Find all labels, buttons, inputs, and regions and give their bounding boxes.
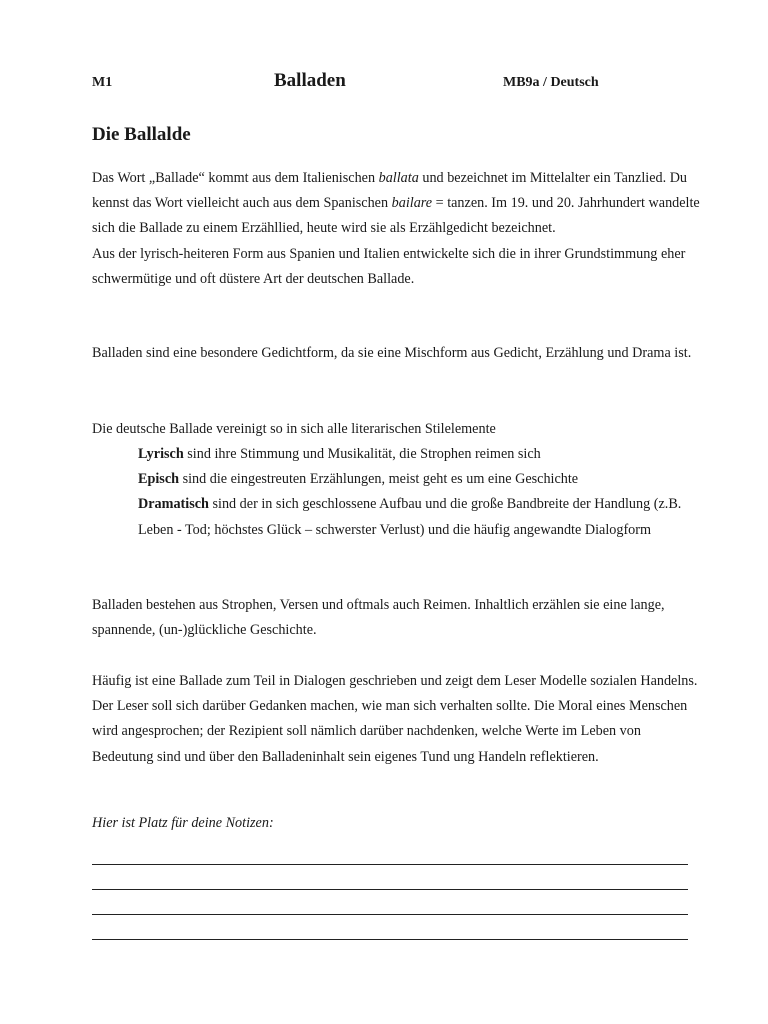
list-item-lyrisch xyxy=(138,442,698,467)
intro-text-1: Das Wort „Ballade“ kommt aus dem Italienischen xyxy=(92,170,379,186)
page-header xyxy=(92,70,692,94)
header-topic: Balladen xyxy=(274,70,346,91)
intro-text-2: und bezeichnet im Mittelalter ein Tanzlied. Du kennst das Wort vielleicht auch aus dem Spanischen xyxy=(92,170,688,212)
notes-label: Hier ist Platz für deine Notizen: xyxy=(92,815,274,831)
list-term-lyrisch: Lyrisch xyxy=(138,446,184,462)
intro-text-4: Aus der lyrisch-heiteren Form aus Spanien und Italien entwickelte sich die in ihrer Grundstimmung eher schwermütige und oft düstere Art der deutschen Ballade. xyxy=(92,245,686,287)
header-class-subject: MB9a / Deutsch xyxy=(503,75,599,90)
aufbau-paragraph: Balladen bestehen aus Strophen, Versen und oftmals auch Reimen. Inhaltlich erzählen sie eine lange, spannende, (un-)glückliche Geschichte. xyxy=(92,597,665,639)
stilelemente-list xyxy=(138,442,698,543)
notes-line[interactable] xyxy=(92,889,688,890)
list-item-dramatisch xyxy=(138,492,698,542)
list-term-episch: Episch xyxy=(138,471,180,488)
list-text-dramatisch: sind der in sich geschlossene Aufbau und die große Bandbreite der Handlung (z.B. Leben - Tod; höchstes Glück – schwerster Verlust) und die häufig angewandte Dialogform xyxy=(138,496,682,538)
list-text-lyrisch: sind ihre Stimmung und Musikalität, die Strophen reimen sich xyxy=(183,446,541,462)
dialog-paragraph: Häufig ist eine Ballade zum Teil in Dialogen geschrieben und zeigt dem Leser Modelle sozialen Handelns. Der Leser soll sich darüber Gedanken machen, wie man sich verhalten sollte. Die Moral eines Menschen wird angesprochen; der Rezipient soll nämlich darüber nachdenken, welche Werte im Leben von Bedeutung sind und über den Balladeninhalt sein eigenes Tund ung Handeln reflektieren. xyxy=(92,673,698,765)
intro-paragraph xyxy=(92,166,702,292)
notes-line[interactable] xyxy=(92,864,688,865)
page-title: Die Ballalde xyxy=(92,124,191,145)
notes-line[interactable] xyxy=(92,914,688,915)
intro-text-3: = tanzen. Im 19. und 20. Jahrhundert wandelte sich die Ballade zu einem Erzähllied, heute wird sie als Erzählgedicht bezeichnet. xyxy=(92,195,700,237)
list-text-episch: sind die eingestreuten Erzählungen, meist geht es um eine Geschichte xyxy=(179,471,579,488)
notes-line[interactable] xyxy=(92,939,688,940)
gedichtform-paragraph: Balladen sind eine besondere Gedichtform, da sie eine Mischform aus Gedicht, Erzählung und Drama ist. xyxy=(92,345,692,361)
stilelemente-intro: Die deutsche Ballade vereinigt so in sich alle literarischen Stilelemente xyxy=(92,421,496,437)
list-term-dramatisch: Dramatisch xyxy=(138,496,209,513)
intro-term-ballata: ballata xyxy=(378,170,419,186)
list-item-episch xyxy=(138,467,698,492)
header-sheet-number: M1 xyxy=(92,75,113,90)
intro-term-bailare: bailare xyxy=(391,195,433,212)
